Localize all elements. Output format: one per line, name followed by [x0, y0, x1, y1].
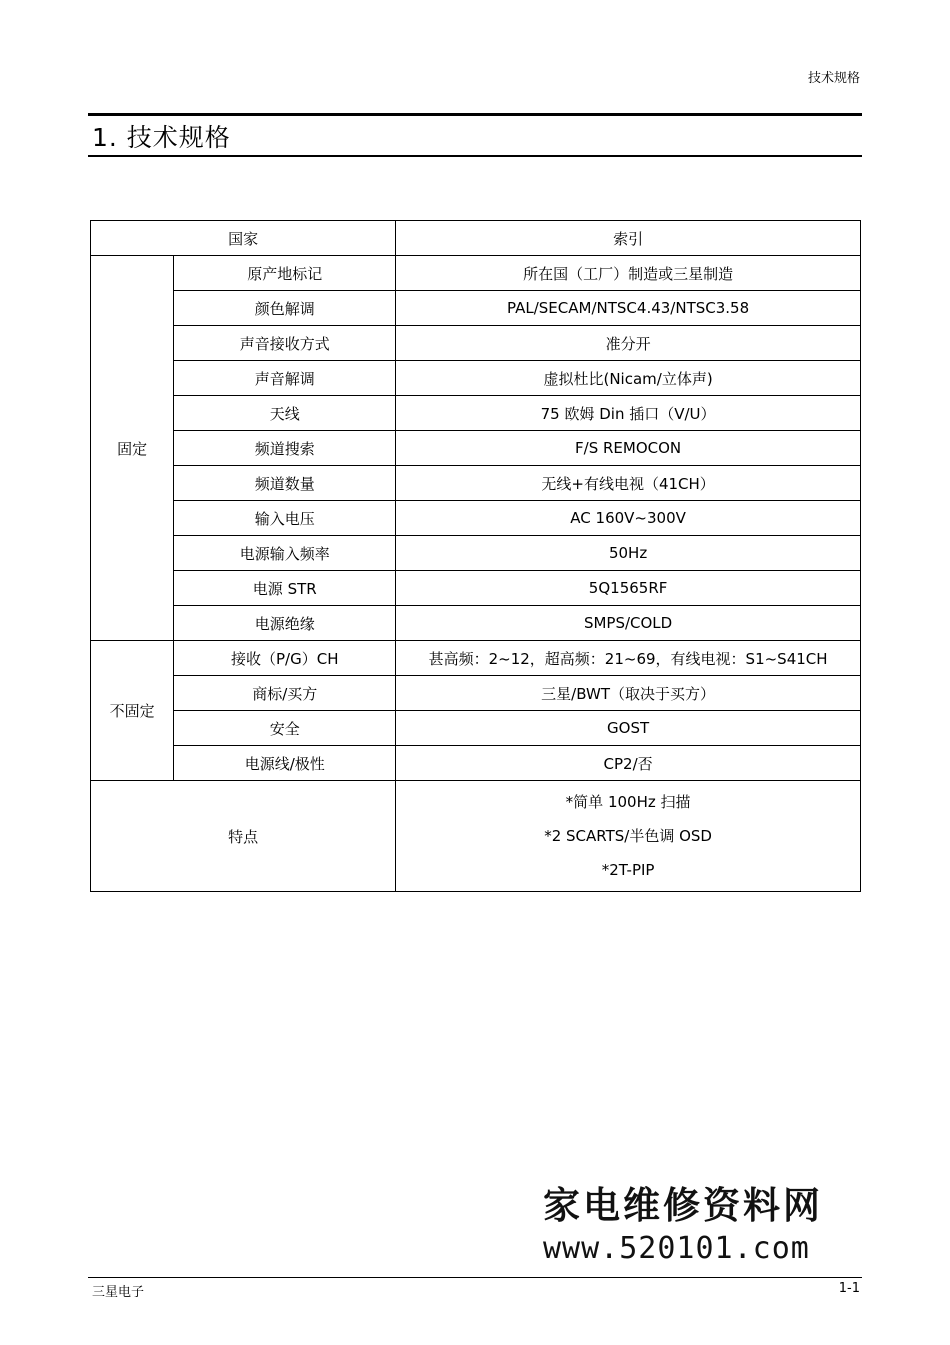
spec-item: 颜色解调: [174, 291, 396, 326]
spec-item: 商标/买方: [174, 676, 396, 711]
running-header: 技术规格: [807, 71, 860, 86]
table-row: [91, 501, 861, 536]
spec-item: 接收（P/G）CH: [174, 641, 396, 676]
table-row: [91, 466, 861, 501]
spec-item: 声音接收方式: [174, 326, 396, 361]
table-row: [91, 711, 861, 746]
features-row: [91, 781, 861, 892]
table-row: [91, 256, 861, 291]
title-rule-top: [88, 113, 862, 116]
spec-item: 电源线/极性: [174, 746, 396, 781]
spec-item: 声音解调: [174, 361, 396, 396]
spec-item: 电源输入频率: [174, 536, 396, 571]
header-country: 国家: [91, 221, 396, 256]
spec-value: 三星/BWT（取决于买方）: [396, 676, 861, 711]
spec-item: 安全: [174, 711, 396, 746]
table-row: [91, 536, 861, 571]
table-row: [91, 606, 861, 641]
spec-item: 电源 STR: [174, 571, 396, 606]
table-row: [91, 361, 861, 396]
spec-value: 准分开: [396, 326, 861, 361]
feature-line: *2T-PIP: [601, 861, 655, 879]
spec-item: 频道搜索: [174, 431, 396, 466]
spec-value: 5Q1565RF: [396, 571, 861, 606]
footer-rule: [88, 1277, 862, 1278]
spec-value: 50Hz: [396, 536, 861, 571]
table-row: [91, 431, 861, 466]
watermark-url: www.520101.com: [543, 1231, 810, 1266]
spec-value: F/S REMOCON: [396, 431, 861, 466]
spec-item: 原产地标记: [174, 256, 396, 291]
spec-value: AC 160V~300V: [396, 501, 861, 536]
table-row: [91, 746, 861, 781]
spec-value: SMPS/COLD: [396, 606, 861, 641]
watermark-text: 家电维修资料网: [543, 1183, 823, 1227]
spec-value: 所在国（工厂）制造或三星制造: [396, 256, 861, 291]
spec-item: 输入电压: [174, 501, 396, 536]
spec-table: [90, 220, 861, 892]
table-row: [91, 571, 861, 606]
spec-value: GOST: [396, 711, 861, 746]
table-header-row: [91, 221, 861, 256]
feature-line: *简单 100Hz 扫描: [565, 793, 691, 811]
spec-item: 天线: [174, 396, 396, 431]
footer-page-number: 1-1: [838, 1281, 860, 1296]
spec-value: 甚高频：2~12，超高频：21~69，有线电视：S1~S41CH: [396, 641, 861, 676]
table-row: [91, 641, 861, 676]
table-row: [91, 326, 861, 361]
group-variable: 不固定: [91, 641, 174, 781]
table-row: [91, 396, 861, 431]
spec-item: 频道数量: [174, 466, 396, 501]
page-title: 1. 技术规格: [92, 123, 231, 152]
table-row: [91, 676, 861, 711]
title-rule-bottom: [88, 155, 862, 157]
features-label: 特点: [91, 781, 396, 892]
spec-value: 虚拟杜比(Nicam/立体声): [396, 361, 861, 396]
header-index: 索引: [396, 221, 861, 256]
spec-value: 无线+有线电视（41CH）: [396, 466, 861, 501]
spec-value: 75 欧姆 Din 插口（V/U）: [396, 396, 861, 431]
features-value: [396, 781, 861, 892]
table-row: [91, 291, 861, 326]
feature-line: *2 SCARTS/半色调 OSD: [544, 827, 712, 845]
group-fixed: 固定: [91, 256, 174, 641]
spec-value: CP2/否: [396, 746, 861, 781]
spec-value: PAL/SECAM/NTSC4.43/NTSC3.58: [396, 291, 861, 326]
watermark: [543, 1175, 858, 1266]
spec-item: 电源绝缘: [174, 606, 396, 641]
footer-company: 三星电子: [92, 1285, 145, 1300]
